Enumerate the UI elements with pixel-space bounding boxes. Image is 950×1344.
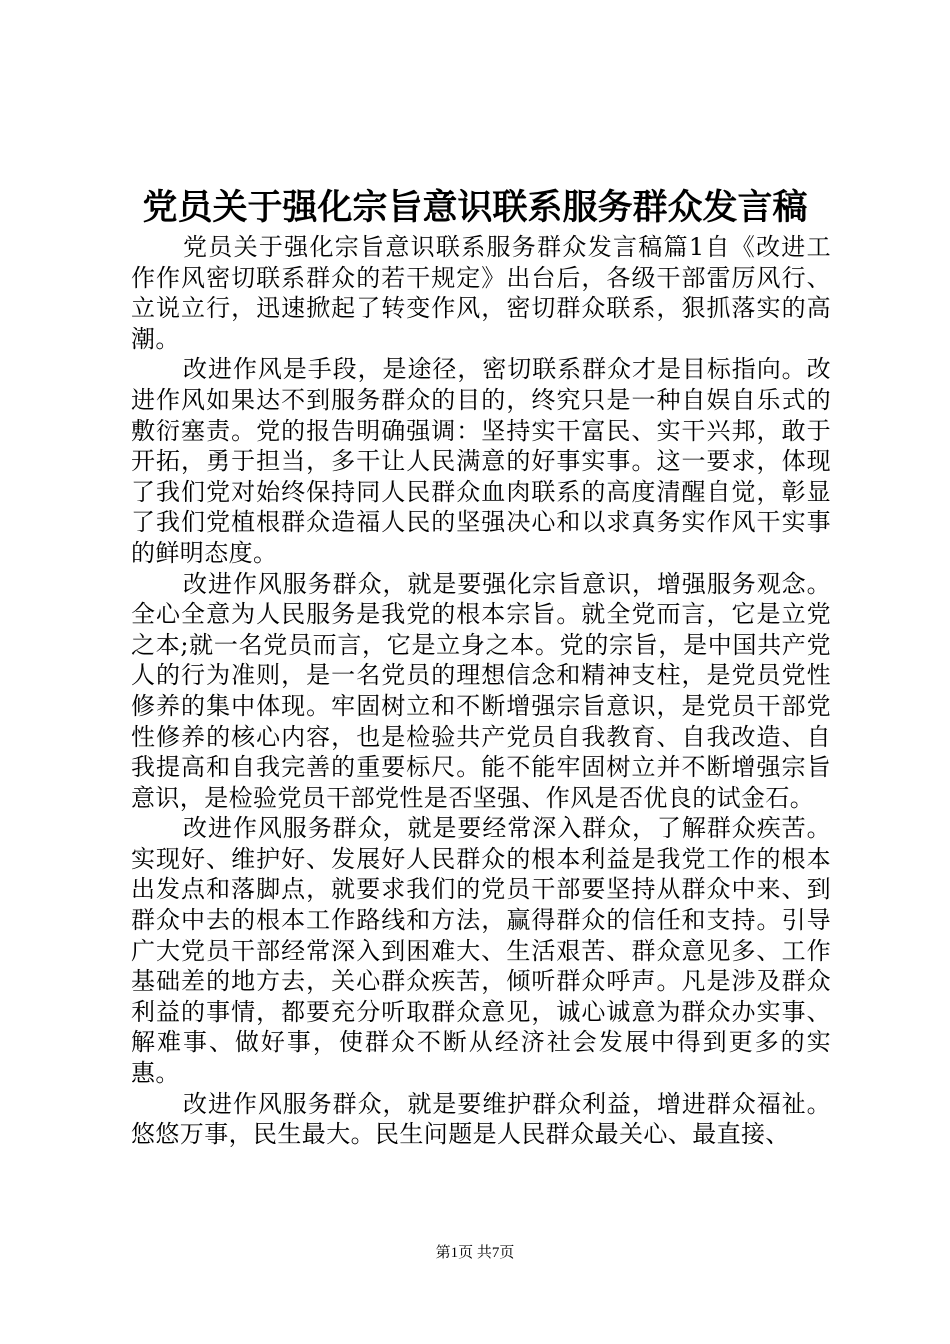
document-body [131, 232, 831, 1150]
paragraph-2: 改进作风是手段，是途径，密切联系群众才是目标指向。改进作风如果达不到服务群众的目的，终究只是一种自娱自乐式的敷衍塞责。党的报告明确强调：坚持实干富民、实干兴邦，敢于开拓，勇于担当，多干让人民满意的好事实事。这一要求，体现了我们党对始终保持同人民群众血肉联系的高度清醒自觉，彰显了我们党植根群众造福人民的坚强决心和以求真务实作风干实事的鲜明态度。 [131, 355, 831, 567]
paragraph-5: 改进作风服务群众，就是要维护群众利益，增进群众福祉。悠悠万事，民生最大。民生问题是人民群众最关心、最直接、 [131, 1089, 831, 1149]
document-title: 党员关于强化宗旨意识联系服务群众发言稿 [142, 187, 808, 228]
paragraph-4: 改进作风服务群众，就是要经常深入群众，了解群众疾苦。实现好、维护好、发展好人民群众的根本利益是我党工作的根本出发点和落脚点，就要求我们的党员干部要坚持从群众中来、到群众中去的根本工作路线和方法，赢得群众的信任和支持。引导广大党员干部经常深入到困难大、生活艰苦、群众意见多、工作基础差的地方去，关心群众疾苦，倾听群众呼声。凡是涉及群众利益的事情，都要充分听取群众意见，诚心诚意为群众办实事、解难事、做好事，使群众不断从经济社会发展中得到更多的实惠。 [131, 814, 831, 1088]
paragraph-1: 党员关于强化宗旨意识联系服务群众发言稿篇1自《改进工作作风密切联系群众的若干规定》出台后，各级干部雷厉风行、立说立行，迅速掀起了转变作风，密切群众联系，狠抓落实的高潮。 [131, 233, 831, 353]
page-footer: 第1页 共7页 [435, 1245, 515, 1261]
paragraph-3: 改进作风服务群众，就是要强化宗旨意识，增强服务观念。全心全意为人民服务是我党的根本宗旨。就全党而言，它是立党之本;就一名党员而言，它是立身之本。党的宗旨，是中国共产党人的行为准则，是一名党员的理想信念和精神支柱，是党员党性修养的集中体现。牢固树立和不断增强宗旨意识，是党员干部党性修养的核心内容，也是检验共产党员自我教育、自我改造、自我提高和自我完善的重要标尺。能不能牢固树立并不断增强宗旨意识，是检验党员干部党性是否坚强、作风是否优良的试金石。 [131, 569, 831, 812]
